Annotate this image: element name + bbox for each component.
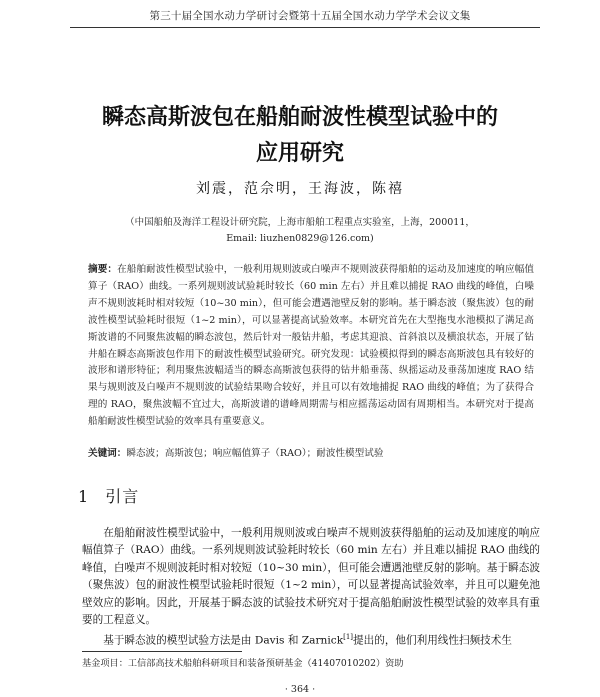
section-number: 1 — [78, 487, 90, 506]
running-header: 第三十届全国水动力学研讨会暨第十五届全国水动力学学术会议文集 — [149, 10, 471, 22]
section-title: 引言 — [105, 487, 140, 506]
para2-start: 基于瞬态波的模型试验方法是由 Davis 和 Zarnick — [103, 634, 344, 647]
title-line-1: 瞬态高斯波包在船舶耐波性模型试验中的 — [101, 105, 498, 130]
abstract — [88, 262, 534, 431]
page-number: · 364 · — [284, 684, 316, 695]
intro-paragraph-1: 在船舶耐波性模型试验中，一般利用规则波或白噪声不规则波获得船舶的运动及加速度的响应幅值算子（RAO）曲线。一系列规则波试验耗时较长（60 min 左右）并且难以捕捉 RAO 曲线的峰值，白噪声不规则波耗时相对较短（10~30 min），但可能会遭遇池壁反射的影响。基于瞬态波（聚焦波）包的耐波性模型试验耗时很短（1~2 min），可以显著提高试验效率，并且可以避免池壁效应的影响。因此，开展基于瞬态波的试验技术研究对于提高船舶耐波性模型试验的效率具有重要的工程意义。 — [82, 527, 540, 627]
intro-paragraph-2 — [82, 629, 540, 650]
intro-body — [82, 525, 540, 650]
funding-footnote: 基金项目：工信部高技术船舶科研项目和装备预研基金（41407010202）资助 — [82, 658, 404, 669]
paper-title — [60, 100, 540, 172]
authors: 刘震，范佘明，王海波，陈禧 — [196, 181, 404, 197]
section-heading-intro — [78, 484, 139, 507]
keywords-label: 关键词： — [88, 448, 127, 459]
affiliation: （中国船舶及海洋工程设计研究院，上海市船舶工程重点实验室，上海，200011， — [125, 217, 475, 228]
abstract-text: 在船舶耐波性模型试验中，一般利用规则波或白噪声不规则波获得船舶的运动及加速度的响应幅值算子（RAO）曲线。一系列规则波试验耗时较长（60 min 左右）并且难以捕捉 RAO 曲线的峰值，白噪声不规则波耗时相对较短（10~30 min），但可能会遭遇池壁反射的影响。基于瞬态波（聚焦波）包的耐波性模型试验耗时很短（1~2 min），可以显著提高试验效率。本研究首先在大型拖曳水池模拟了满足高斯波谱的不同聚焦波幅的瞬态波包，然后针对一般钻井船，考虑其迎浪、首斜浪以及横浪状态，开展了钻井船在瞬态高斯波包作用下的耐波性模型试验研究。研究发现：试验模拟得到的瞬态高斯波包具有较好的波形和谱形特征；利用聚焦波幅适当的瞬态高斯波包获得的钻井船垂荡、纵摇运动及垂荡加速度 RAO 结果与规则波及白噪声不规则波的试验结果吻合较好，并且可以有效地捕捉 RAO 曲线的峰值；为了获得合理的 RAO，聚焦波幅不宜过大，高斯波谱的谱峰周期需与相应摇荡运动固有周期相当。本研究对于提高船舶耐波性模型试验的效率具有重要意义。 — [88, 264, 534, 428]
title-line-2: 应用研究 — [255, 141, 344, 166]
header-divider — [70, 27, 540, 28]
footnote-divider — [82, 651, 242, 652]
para2-end: 提出的，他们利用线性扫频技术生 — [353, 634, 512, 647]
reference-1: [1] — [343, 633, 354, 642]
author-email: Email: liuzhen0829@126.com) — [226, 233, 374, 244]
keywords — [88, 445, 534, 459]
keywords-text: 瞬态波；高斯波包；响应幅值算子（RAO）；耐波性模型试验 — [126, 448, 384, 459]
abstract-label: 摘要： — [88, 264, 118, 275]
